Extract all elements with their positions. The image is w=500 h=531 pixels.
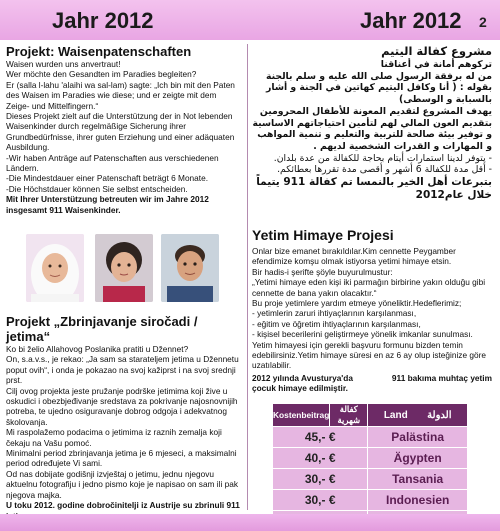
column-divider <box>247 44 248 510</box>
header-land-de: Land <box>383 409 408 421</box>
bosnian-closing: U toku 2012. godine dobročinitelji iz Austrije su zbrinuli 911 <box>6 500 240 511</box>
header-cost-de: Kostenbeitrag <box>273 404 330 427</box>
table-row <box>273 448 468 469</box>
turkish-line: Bu proje yetimlere yardım etmeye yöneliktir.Hedeflerimiz; <box>252 298 462 309</box>
arabic-closing: بتبرعات أهل الخير بالنمسا تم كفالة 911 يتيماً خلال عام2012 <box>256 176 492 202</box>
header-cost-ar: كفالة شهرية <box>330 404 368 427</box>
arabic-line: تركوهم أمانة في أعناقنا <box>380 59 492 70</box>
amount-cell: 30,- € <box>273 490 368 511</box>
header-land <box>368 404 468 427</box>
year-left: Jahr 2012 <box>52 8 154 33</box>
child-photo <box>161 234 219 302</box>
arabic-section <box>252 44 492 202</box>
arabic-line: من له برفقة الرسول صلى الله عليه و سلم بالجنة بقوله : ( أنا وكافل اليتيم كهاتين في الجنة و أشار بالسبابة و الوسطى) <box>265 70 492 106</box>
amount-cell: 45,- € <box>273 427 368 448</box>
child-photo <box>95 234 153 302</box>
country-cell: Palästina <box>368 427 468 448</box>
german-line: Dieses Projekt zielt auf die Unterstützung der in Not lebenden Waisenkinder durch regelmäßige Sicherung ihrer Grundbedürfnisse, ihrer guten Erziehung und einer adäquaten Ausbildung. <box>6 111 235 153</box>
german-title: Projekt: Waisenpatenschaften <box>6 44 192 59</box>
header-land-ar: الدولة <box>427 409 452 421</box>
german-closing: Mit Ihrer Unterstützung betreuten wir im Jahre 2012 insgesamt 911 Waisenkinder. <box>6 194 209 215</box>
turkish-closing-row <box>252 373 492 394</box>
table-row <box>273 469 468 490</box>
bosnian-line: Od nas dobijate godišnji izvještaj o jetimu, jednu njegovu aktuelnu fotografiju i jedno pismo koje je napisao on sam ili pak njegova majka. <box>6 468 238 500</box>
photo-row <box>26 234 226 306</box>
turkish-line: Onlar bize emanet bırakıldılar.Kim cennette Peygamber efendimize komşu olmak istiyorsa yetimi himaye etsin. <box>252 246 456 267</box>
country-cell: Tansania <box>368 469 468 490</box>
turkish-line: - eğitim ve öğretim ihtiyaçlarının karşılanması, <box>252 318 421 329</box>
arabic-line: يهدف المشروع لتقديم المعونة للأطفال المحرومين بتقديم العون المالي لهم لتأمين احتياجاتهم الاساسية و توفير بيئة صالحة للتربية والتعليم و تنمية المواهب و المهارات و القدرات الشخصية لديهم . <box>252 105 492 152</box>
header-band <box>0 0 500 40</box>
page-number: 2 <box>479 14 487 30</box>
bosnian-line: On, s.a.v.s., je rekao: „Ja sam sa starateljem jetima u Džennetu poput ovih“, i onda je pokazao na svoj kažiprst i na svoj srednji prst. <box>6 354 239 386</box>
bosnian-line: Mi raspolažemo podacima o jetimima iz raznih zemalja koji čekaju na Vašu pomoć. <box>6 427 222 448</box>
table-row <box>273 427 468 448</box>
arabic-title: مشروع كفالة اليتيم <box>381 44 492 58</box>
arabic-line: - أقل مدة للكفالة 6 أشهر و أقصى مدة تقررها بعطائكم. <box>277 164 492 176</box>
turkish-section <box>252 226 492 394</box>
bosnian-line: Ko bi želio Allahovog Poslanika pratiti u Džennet? <box>6 344 189 354</box>
bosnian-section <box>6 314 242 521</box>
turkish-title: Yetim Himaye Projesi <box>252 227 394 243</box>
turkish-line: - kişisel becerilerini geliştirmeye yönelik imkanlar sunulması. <box>252 329 473 340</box>
country-cell: Indonesien <box>368 490 468 511</box>
table-row <box>273 490 468 511</box>
sponsorship-table <box>272 403 468 531</box>
amount-cell: 40,- € <box>273 448 368 469</box>
turkish-closing-right: 911 bakıma muhtaç yetim <box>391 372 492 383</box>
table-header-row <box>273 404 468 427</box>
turkish-line: - yetimlerin zaruri ihtiyaçlarının karşılanması, <box>252 308 417 319</box>
turkish-line: Yetim himayesi için gerekli başvuru formunu bizden temin edebilirsiniz.Yetim himaye süresi en az 6 ay olup isteğinize göre uzatılabilir. <box>252 339 486 371</box>
turkish-line: Bir hadis-i şerifte şöyle buyurulmustur: <box>252 266 393 277</box>
amount-cell: 30,- € <box>273 469 368 490</box>
german-line: Er (salla l-lahu 'alaihi wa sal-lam) sagte: „Ich bin mit den Paten des Waisen im Paradies wie diese; und er zeigte mit dem Zeige- und Mittelfingern.“ <box>6 79 235 111</box>
german-section <box>6 44 242 215</box>
country-cell: Ägypten <box>368 448 468 469</box>
bosnian-title: Projekt „Zbrinjavanje siročadi / jetima“ <box>6 314 198 344</box>
german-line: Waisen wurden uns anvertraut! <box>6 59 121 69</box>
year-right: Jahr 2012 <box>360 8 462 33</box>
bosnian-line: Minimalni period zbrinjavanja jetima je 6 mjeseci, a maksimalni period određujete Vi sami. <box>6 448 237 469</box>
bosnian-line: Cilj ovog projekta jeste pružanje podrške jetimima koji žive u oskudici i obezbjeđivanje sredstava za pokrivanje najosnovnijih potreba, te ujedno osiguravanje dobrog odgoja i adekvatnog školovanja. <box>6 385 238 427</box>
footer-band <box>0 514 500 531</box>
turkish-closing-left: 2012 yılında Avusturya'da çocuk himaye edilmiştir. <box>252 372 353 394</box>
german-line: -Wir haben Anträge auf Patenschaften aus verschiedenen Ländern. <box>6 152 219 174</box>
child-photo <box>26 234 84 302</box>
arabic-line: - يتوفر لدينا استمارات أيتام بحاجة للكفالة من عدة بلدان. <box>273 152 492 164</box>
german-line: -Die Höchstdauer können Sie selbst entscheiden. <box>6 183 188 194</box>
german-line: -Die Mindestdauer einer Patenschaft beträgt 6 Monate. <box>6 173 209 184</box>
german-line: Wer möchte den Gesandten im Paradies begleiten? <box>6 69 197 80</box>
turkish-line: „Yetimi himaye eden kişi iki parmağın birbirine yakın olduğu gibi cennette de bana yakın olacaktır.“ <box>252 277 486 298</box>
